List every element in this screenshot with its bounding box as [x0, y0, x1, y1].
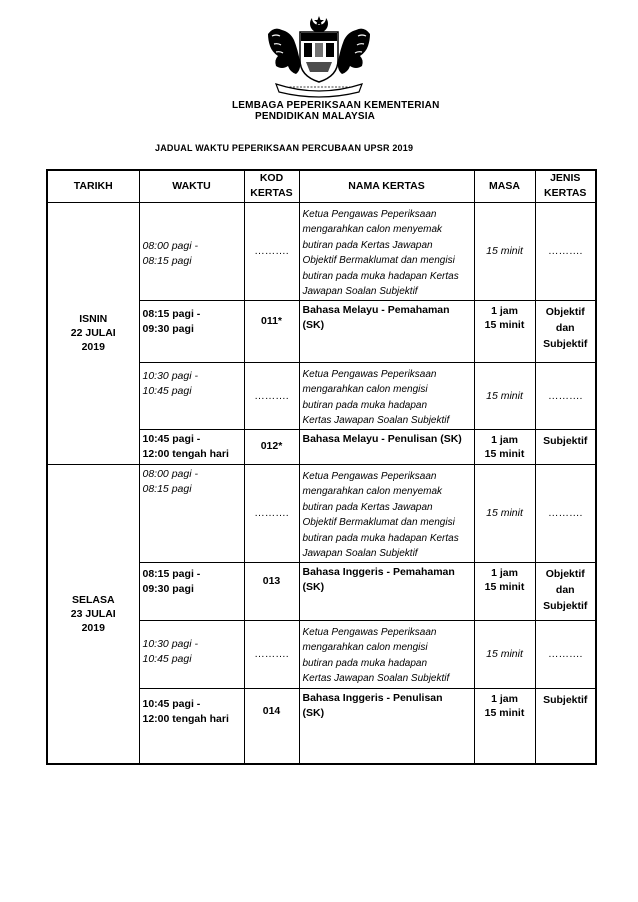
document-title: JADUAL WAKTU PEPERIKSAAN PERCUBAAN UPSR 2019: [155, 143, 414, 153]
date-cell: [47, 464, 139, 764]
paper-type-cell: [535, 464, 596, 562]
date-day: SELASA: [71, 593, 115, 606]
malaysia-coat-of-arms-emblem: [262, 14, 376, 98]
duration-line1: 1 jam: [491, 692, 518, 705]
time-cell: [139, 362, 244, 429]
paper-name-line: butiran pada muka hadapan Kertas: [302, 532, 459, 544]
paper-type-line: ……….: [548, 648, 583, 660]
paper-type-line: Subjektif: [543, 599, 588, 612]
header-waktu: WAKTU: [139, 170, 244, 202]
paper-name-line: Objektif Bermaklumat dan mengisi: [302, 255, 455, 266]
paper-type-line: ……….: [548, 389, 583, 402]
paper-code-cell: [244, 362, 299, 429]
paper-name-line: Ketua Pengawas Peperiksaan: [302, 470, 437, 482]
paper-name-line: Ketua Pengawas Peperiksaan: [302, 208, 437, 220]
duration-cell: [474, 202, 535, 300]
paper-name-cell: [299, 688, 474, 764]
paper-name-cell: [299, 429, 474, 464]
date-year: 2019: [81, 341, 105, 353]
paper-name-cell: [299, 362, 474, 429]
duration-line2: 15 minit: [484, 447, 525, 460]
time-cell: [139, 464, 244, 562]
paper-type-cell: [535, 300, 596, 362]
duration-cell: [474, 562, 535, 620]
paper-code-cell: [244, 464, 299, 562]
time-start: 08:00 pagi -: [142, 467, 198, 480]
paper-code: ……….: [254, 648, 289, 660]
paper-code-cell: [244, 300, 299, 362]
time-end: 12:00 tengah hari: [142, 712, 229, 725]
header-kod-line2: KERTAS: [250, 187, 293, 200]
table-row: [47, 464, 596, 562]
date-year: 2019: [81, 621, 105, 634]
paper-name-line: mengarahkan calon menyemak: [302, 224, 443, 235]
paper-name-line: (SK): [302, 706, 325, 719]
time-end: 08:15 pagi: [142, 482, 192, 495]
time-start: 10:45 pagi -: [142, 432, 201, 445]
paper-type-line: Subjektif: [543, 693, 588, 706]
paper-type-cell: [535, 429, 596, 464]
time-start: 08:00 pagi -: [142, 239, 198, 252]
duration-line2: 15 minit: [484, 706, 525, 719]
paper-name-line: (SK): [302, 318, 325, 331]
paper-type-cell: [535, 562, 596, 620]
duration-line1: 15 minit: [486, 648, 523, 660]
duration-line1: 1 jam: [491, 566, 518, 579]
time-start: 08:15 pagi -: [142, 307, 201, 320]
paper-name-line: butiran pada muka hadapan: [302, 399, 428, 411]
paper-type-line: ……….: [548, 507, 583, 519]
date-cell: [47, 202, 139, 464]
paper-name-cell: [299, 464, 474, 562]
time-cell: [139, 688, 244, 764]
paper-name-line: (SK): [302, 580, 325, 593]
duration-line1: 1 jam: [491, 304, 518, 317]
paper-name-line: Ketua Pengawas Peperiksaan: [302, 626, 437, 638]
duration-line1: 1 jam: [491, 433, 518, 446]
paper-code: 011*: [260, 314, 283, 327]
paper-type-line: Objektif: [545, 305, 585, 318]
time-start: 10:45 pagi -: [142, 697, 201, 710]
duration-cell: [474, 362, 535, 429]
paper-type-line: ……….: [548, 245, 583, 257]
header-jenis-kertas: [535, 170, 596, 202]
time-end: 10:45 pagi: [142, 652, 192, 665]
header-nama-kertas: NAMA KERTAS: [299, 170, 474, 202]
paper-type-line: dan: [555, 321, 575, 334]
duration-cell: [474, 300, 535, 362]
header-kod-kertas: [244, 170, 299, 202]
time-cell: [139, 562, 244, 620]
duration-cell: [474, 688, 535, 764]
duration-cell: [474, 620, 535, 688]
paper-name-line: mengarahkan calon mengisi: [302, 642, 428, 653]
time-start: 10:30 pagi -: [142, 637, 198, 650]
time-cell: [139, 300, 244, 362]
paper-code: 012*: [260, 439, 283, 452]
header-masa: MASA: [474, 170, 535, 202]
date-date: 22 JULAI: [70, 327, 116, 339]
paper-code-cell: [244, 562, 299, 620]
duration-cell: [474, 429, 535, 464]
duration-line1: 15 minit: [486, 389, 523, 402]
paper-code: 014: [262, 704, 281, 717]
paper-name-line: Jawapan Soalan Subjektif: [302, 548, 418, 559]
exam-timetable: [46, 169, 597, 765]
paper-name-line: mengarahkan calon menyemak: [302, 486, 443, 497]
paper-name-line: Bahasa Melayu - Penulisan (SK): [302, 432, 462, 445]
time-end: 10:45 pagi: [142, 384, 192, 397]
time-cell: [139, 202, 244, 300]
date-date: 23 JULAI: [70, 607, 116, 620]
time-cell: [139, 620, 244, 688]
paper-type-cell: [535, 688, 596, 764]
header-jenis-line1: JENIS: [550, 172, 581, 185]
header-jenis-line2: KERTAS: [544, 187, 587, 200]
paper-name-line: Objektif Bermaklumat dan mengisi: [302, 517, 455, 528]
paper-name-line: mengarahkan calon mengisi: [302, 384, 428, 395]
paper-name-line: Kertas Jawapan Soalan Subjektif: [302, 415, 450, 426]
paper-type-line: Objektif: [545, 567, 585, 580]
paper-type-cell: [535, 362, 596, 429]
paper-name-line: Bahasa Inggeris - Pemahaman: [302, 565, 455, 578]
time-end: 09:30 pagi: [142, 322, 194, 335]
paper-name-cell: [299, 300, 474, 362]
time-end: 09:30 pagi: [142, 582, 194, 595]
header-kod-line1: KOD: [259, 172, 284, 185]
paper-name-line: butiran pada Kertas Jawapan: [302, 501, 433, 513]
organization-name-line-2: PENDIDIKAN MALAYSIA: [255, 111, 376, 122]
table-header-row: [47, 170, 596, 202]
time-start: 10:30 pagi -: [142, 369, 198, 382]
paper-type-cell: [535, 620, 596, 688]
paper-name-line: Ketua Pengawas Peperiksaan: [302, 368, 437, 380]
duration-line1: 15 minit: [486, 245, 523, 257]
paper-code-cell: [244, 688, 299, 764]
paper-name-cell: [299, 620, 474, 688]
duration-cell: [474, 464, 535, 562]
paper-type-cell: [535, 202, 596, 300]
paper-code: ……….: [254, 245, 289, 257]
paper-name-line: Kertas Jawapan Soalan Subjektif: [302, 673, 450, 684]
time-cell: [139, 429, 244, 464]
table-row: [47, 202, 596, 300]
paper-name-line: Jawapan Soalan Subjektif: [302, 286, 418, 297]
paper-code: 013: [262, 574, 281, 587]
date-day: ISNIN: [79, 313, 108, 325]
paper-name-line: butiran pada Kertas Jawapan: [302, 239, 433, 251]
time-start: 08:15 pagi -: [142, 567, 201, 580]
paper-name-line: Bahasa Inggeris - Penulisan: [302, 691, 443, 704]
time-end: 12:00 tengah hari: [142, 447, 229, 460]
paper-name-line: butiran pada muka hadapan Kertas: [302, 270, 459, 282]
time-end: 08:15 pagi: [142, 254, 192, 267]
header-tarikh: TARIKH: [47, 170, 139, 202]
paper-name-cell: [299, 202, 474, 300]
paper-code-cell: [244, 202, 299, 300]
duration-line2: 15 minit: [484, 318, 525, 331]
paper-code-cell: [244, 620, 299, 688]
paper-code-cell: [244, 429, 299, 464]
duration-line2: 15 minit: [484, 580, 525, 593]
paper-type-line: Subjektif: [543, 434, 588, 447]
duration-line1: 15 minit: [486, 507, 523, 519]
paper-code: ……….: [254, 389, 289, 402]
paper-name-cell: [299, 562, 474, 620]
paper-type-line: Subjektif: [543, 337, 588, 350]
paper-type-line: dan: [555, 583, 575, 596]
paper-code: ……….: [254, 507, 289, 519]
organization-name-line-1: LEMBAGA PEPERIKSAAN KEMENTERIAN: [232, 100, 440, 111]
paper-name-line: butiran pada muka hadapan: [302, 657, 428, 669]
paper-name-line: Bahasa Melayu - Pemahaman: [302, 303, 450, 316]
